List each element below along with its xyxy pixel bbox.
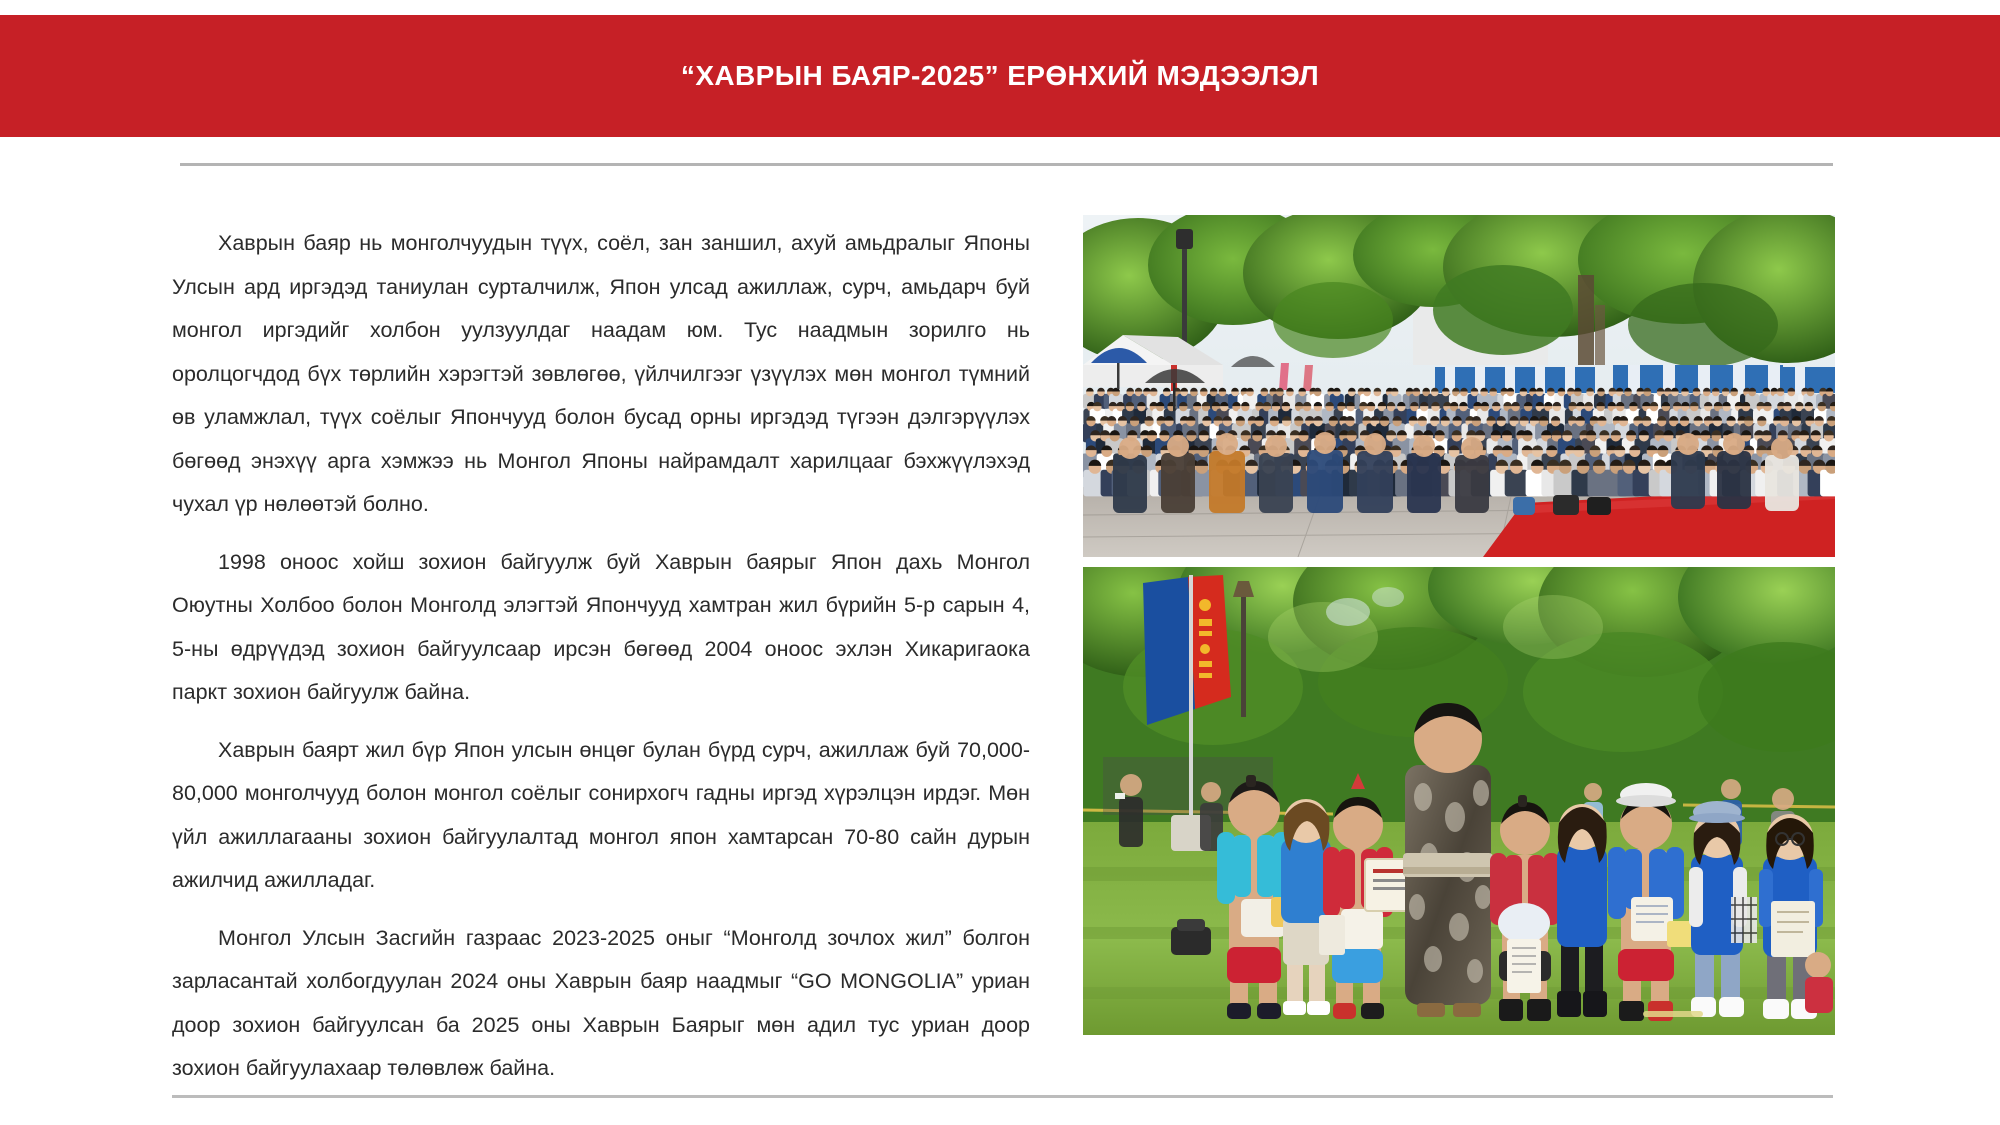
- paragraph-4: Монгол Улсын Засгийн газраас 2023-2025 оныг “Монголд зочлох жил” болгон зарласантай холбогдуулан 2024 оны Хаврын баяр наадмыг “GO MONGOLIA” уриан доор зохион байгуулсан ба 2025 оны Хаврын Баярыг мөн адил тус уриан доор зохион байгуулахаар төлөвлөж байна.: [172, 925, 1030, 1080]
- page-header-banner: [0, 15, 2000, 137]
- bottom-divider: [172, 1095, 1833, 1098]
- paragraph-2: 1998 оноос хойш зохион байгуулж буй Хаврын баярыг Япон дахь Монгол Оюутны Холбоо болон Монголд элэгтэй Япончууд хамтран жил бүрийн 5-р сарын 4, 5-ны өдрүүдэд зохион байгуулсаар ирсэн бөгөөд 2004 оноос эхлэн Хикаригаока паркт зохион байгуулж байна.: [172, 549, 1030, 704]
- page-title: “ХАВРЫН БАЯР-2025” ЕРӨНХИЙ МЭДЭЭЛЭЛ: [680, 60, 1320, 91]
- top-divider: [180, 163, 1833, 166]
- paragraph-3: Хаврын баярт жил бүр Япон улсын өнцөг булан бүрд сурч, ажиллаж буй 70,000-80,000 монголчууд болон монгол соёлыг сонирхогч гадны иргэд хүрэлцэн ирдэг. Мөн үйл ажиллагааны зохион байгуулалтад монгол япон хамтарсан 70-80 сайн дурын ажилчид ажилладаг.: [172, 737, 1030, 892]
- crowd-ceremony-photo: [1083, 215, 1835, 557]
- body-text-column: [172, 222, 1030, 1091]
- crowd-ceremony-photo-graphic: [1083, 215, 1835, 557]
- paragraph-1: Хаврын баяр нь монголчуудын түүх, соёл, зан заншил, ахуй амьдралыг Японы Улсын ард иргэдэд таниулан сурталчилж, Япон улсад ажиллаж, сурч, амьдарч буй монгол иргэдийг холбон уулзуулдаг наадам юм. Тус наадмын зорилго нь оролцогчдод бүх төрлийн хэрэгтэй зөвлөгөө, үйлчилгээг үзүүлэх мөн монгол түмний өв уламжлал, түүх соёлыг Япончууд болон бусад орны иргэдэд түгээн дэлгэрүүлэх бөгөөд энэхүү арга хэмжээ нь Монгол Японы найрамдалт харилцааг бэхжүүлэхэд чухал үр нөлөөтэй болно.: [172, 231, 1030, 516]
- wrestlers-group-photo-graphic: [1083, 567, 1835, 1035]
- wrestlers-group-photo: [1083, 567, 1835, 1035]
